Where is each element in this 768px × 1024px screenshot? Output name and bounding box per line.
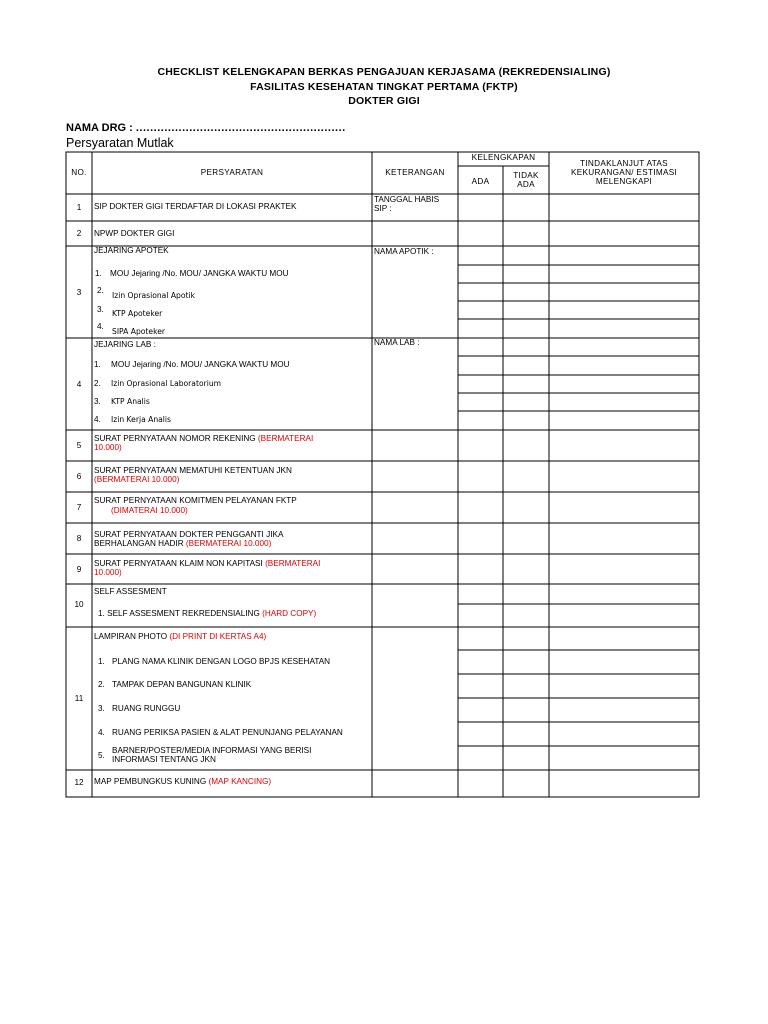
- row-4-item-3: KTP Analis: [111, 397, 150, 406]
- header-ada: ADA: [471, 177, 490, 186]
- row-9-text: SURAT PERNYATAAN KLAIM NON KAPITASI: [94, 559, 266, 568]
- nama-drg-label: NAMA DRG :: [66, 122, 133, 134]
- row-7-requirement: SURAT PERNYATAAN KOMITMEN PELAYANAN FKTP: [94, 496, 297, 505]
- row-11-item-5-number: 5.: [98, 751, 105, 760]
- row-3-item-1: MOU Jejaring /No. MOU/ JANGKA WAKTU MOU: [110, 269, 289, 278]
- row-8-requirement-line2: [94, 539, 271, 548]
- nama-drg-blank: ...........................................................: [135, 122, 346, 134]
- row-1-keterangan-line1: TANGGAL HABIS: [374, 195, 440, 204]
- row-11-item-1-number: 1.: [98, 657, 105, 666]
- row-11-item-5: BARNER/POSTER/MEDIA INFORMASI YANG BERISI: [112, 746, 312, 755]
- row-3-item-2: Izin Oprasional Apotik: [112, 291, 195, 300]
- nama-drg-field: [66, 122, 346, 134]
- header-tindaklanjut-line3: MELENGKAPI: [595, 177, 653, 186]
- row-3-number: 3: [76, 288, 82, 297]
- row-10-hard-copy: (HARD COPY): [262, 609, 317, 618]
- document-title-line3: DOKTER GIGI: [348, 95, 420, 107]
- row-4-item-4: Izin Kerja Analis: [111, 415, 171, 424]
- row-4-item-1: MOU Jejaring /No. MOU/ JANGKA WAKTU MOU: [111, 360, 290, 369]
- row-1-requirement: SIP DOKTER GIGI TERDAFTAR DI LOKASI PRAKTEK: [94, 202, 297, 211]
- row-3-item-2-number: 2.: [97, 286, 104, 295]
- row-4-keterangan: NAMA LAB :: [374, 338, 420, 347]
- row-3-keterangan: NAMA APOTIK :: [374, 247, 434, 256]
- row-9-requirement: [94, 559, 320, 568]
- row-12-text: MAP PEMBUNGKUS KUNING: [94, 777, 209, 786]
- row-11-item-1: PLANG NAMA KLINIK DENGAN LOGO BPJS KESEHATAN: [112, 657, 331, 666]
- row-3-item-4: SIPA Apoteker: [112, 327, 165, 336]
- row-12-requirement: [94, 777, 271, 786]
- row-11-heading-text: LAMPIRAN PHOTO: [94, 632, 170, 641]
- row-11-heading: [94, 632, 266, 641]
- row-11-item-4: RUANG PERIKSA PASIEN & ALAT PENUNJANG PELAYANAN: [112, 728, 343, 737]
- row-4-number: 4: [76, 380, 82, 389]
- row-4-item-1-number: 1.: [94, 360, 101, 369]
- row-4-item-4-number: 4.: [94, 415, 101, 424]
- row-8-number: 8: [76, 534, 82, 543]
- row-5-text: SURAT PERNYATAAN NOMOR REKENING: [94, 434, 258, 443]
- row-4-heading: JEJARING LAB :: [94, 340, 156, 349]
- row-8-text: BERHALANGAN HADIR: [94, 539, 186, 548]
- row-3-item-4-number: 4.: [97, 322, 104, 331]
- row-9-number: 9: [76, 565, 82, 574]
- header-tindaklanjut-line1: TINDAKLANJUT ATAS: [580, 159, 668, 168]
- document-title-line2: FASILITAS KESEHATAN TINGKAT PERTAMA (FKTP): [250, 81, 518, 93]
- row-6-materai: (BERMATERAI 10.000): [94, 475, 180, 484]
- row-11-item-3: RUANG RUNGGU: [112, 704, 181, 713]
- header-tindaklanjut-line2: KEKURANGAN/ ESTIMASI: [570, 168, 678, 177]
- header-persyaratan: PERSYARATAN: [200, 168, 264, 177]
- row-3-item-3-number: 3.: [97, 305, 104, 314]
- row-11-item-2-number: 2.: [98, 680, 105, 689]
- row-6-number: 6: [76, 472, 82, 481]
- row-9-materai: (BERMATERAI: [265, 559, 321, 568]
- row-4-item-2-number: 2.: [94, 379, 101, 388]
- row-6-requirement: SURAT PERNYATAAN MEMATUHI KETENTUAN JKN: [94, 466, 292, 475]
- row-4-item-2: Izin Oprasional Laboratorium: [111, 379, 222, 388]
- row-9-materai-amount: 10.000): [94, 568, 122, 577]
- row-2-requirement: NPWP DOKTER GIGI: [94, 229, 175, 238]
- header-tidak-ada-line1: TIDAK: [513, 171, 539, 180]
- row-3-item-3: KTP Apoteker: [112, 309, 163, 318]
- row-10-item-text: 1. SELF ASSESMENT REKREDENSIALING: [98, 609, 263, 618]
- row-10-item: [98, 609, 316, 618]
- row-3-item-1-number: 1.: [95, 269, 102, 278]
- row-10-heading: SELF ASSESMENT: [94, 587, 167, 596]
- section-title: Persyaratan Mutlak: [66, 136, 174, 150]
- document-title-line1: CHECKLIST KELENGKAPAN BERKAS PENGAJUAN KERJASAMA (REKREDENSIALING): [157, 66, 611, 78]
- header-tidak-ada-line2: ADA: [517, 180, 535, 189]
- row-8-materai: (BERMATERAI 10.000): [185, 539, 272, 548]
- row-11-item-3-number: 3.: [98, 704, 105, 713]
- header-kelengkapan: KELENGKAPAN: [471, 153, 536, 162]
- row-5-number: 5: [76, 441, 82, 450]
- header-no: NO.: [71, 168, 87, 177]
- row-12-map-kancing: (MAP KANCING): [208, 777, 272, 786]
- row-5-materai: (BERMATERAI: [257, 434, 314, 443]
- row-2-number: 2: [76, 229, 82, 238]
- row-3-heading: JEJARING APOTEK: [94, 246, 169, 255]
- row-7-number: 7: [76, 503, 82, 512]
- row-11-print-note: (DI PRINT DI KERTAS A4): [169, 632, 267, 641]
- row-5-materai-amount: 10.000): [94, 443, 122, 452]
- row-11-number: 11: [74, 694, 84, 703]
- row-11-item-5-line2: INFORMASI TENTANG JKN: [112, 755, 216, 764]
- row-10-number: 10: [74, 600, 84, 609]
- row-11-item-4-number: 4.: [98, 728, 105, 737]
- row-12-number: 12: [74, 778, 84, 787]
- row-8-requirement: SURAT PERNYATAAN DOKTER PENGGANTI JIKA: [94, 530, 284, 539]
- row-1-number: 1: [76, 203, 82, 212]
- row-5-requirement: [94, 434, 313, 443]
- row-1-keterangan-line2: SIP :: [374, 204, 392, 213]
- row-11-item-2: TAMPAK DEPAN BANGUNAN KLINIK: [112, 680, 252, 689]
- row-7-materai: (DIMATERAI 10.000): [111, 506, 188, 515]
- header-keterangan: KETERANGAN: [385, 168, 445, 177]
- row-4-item-3-number: 3.: [94, 397, 101, 406]
